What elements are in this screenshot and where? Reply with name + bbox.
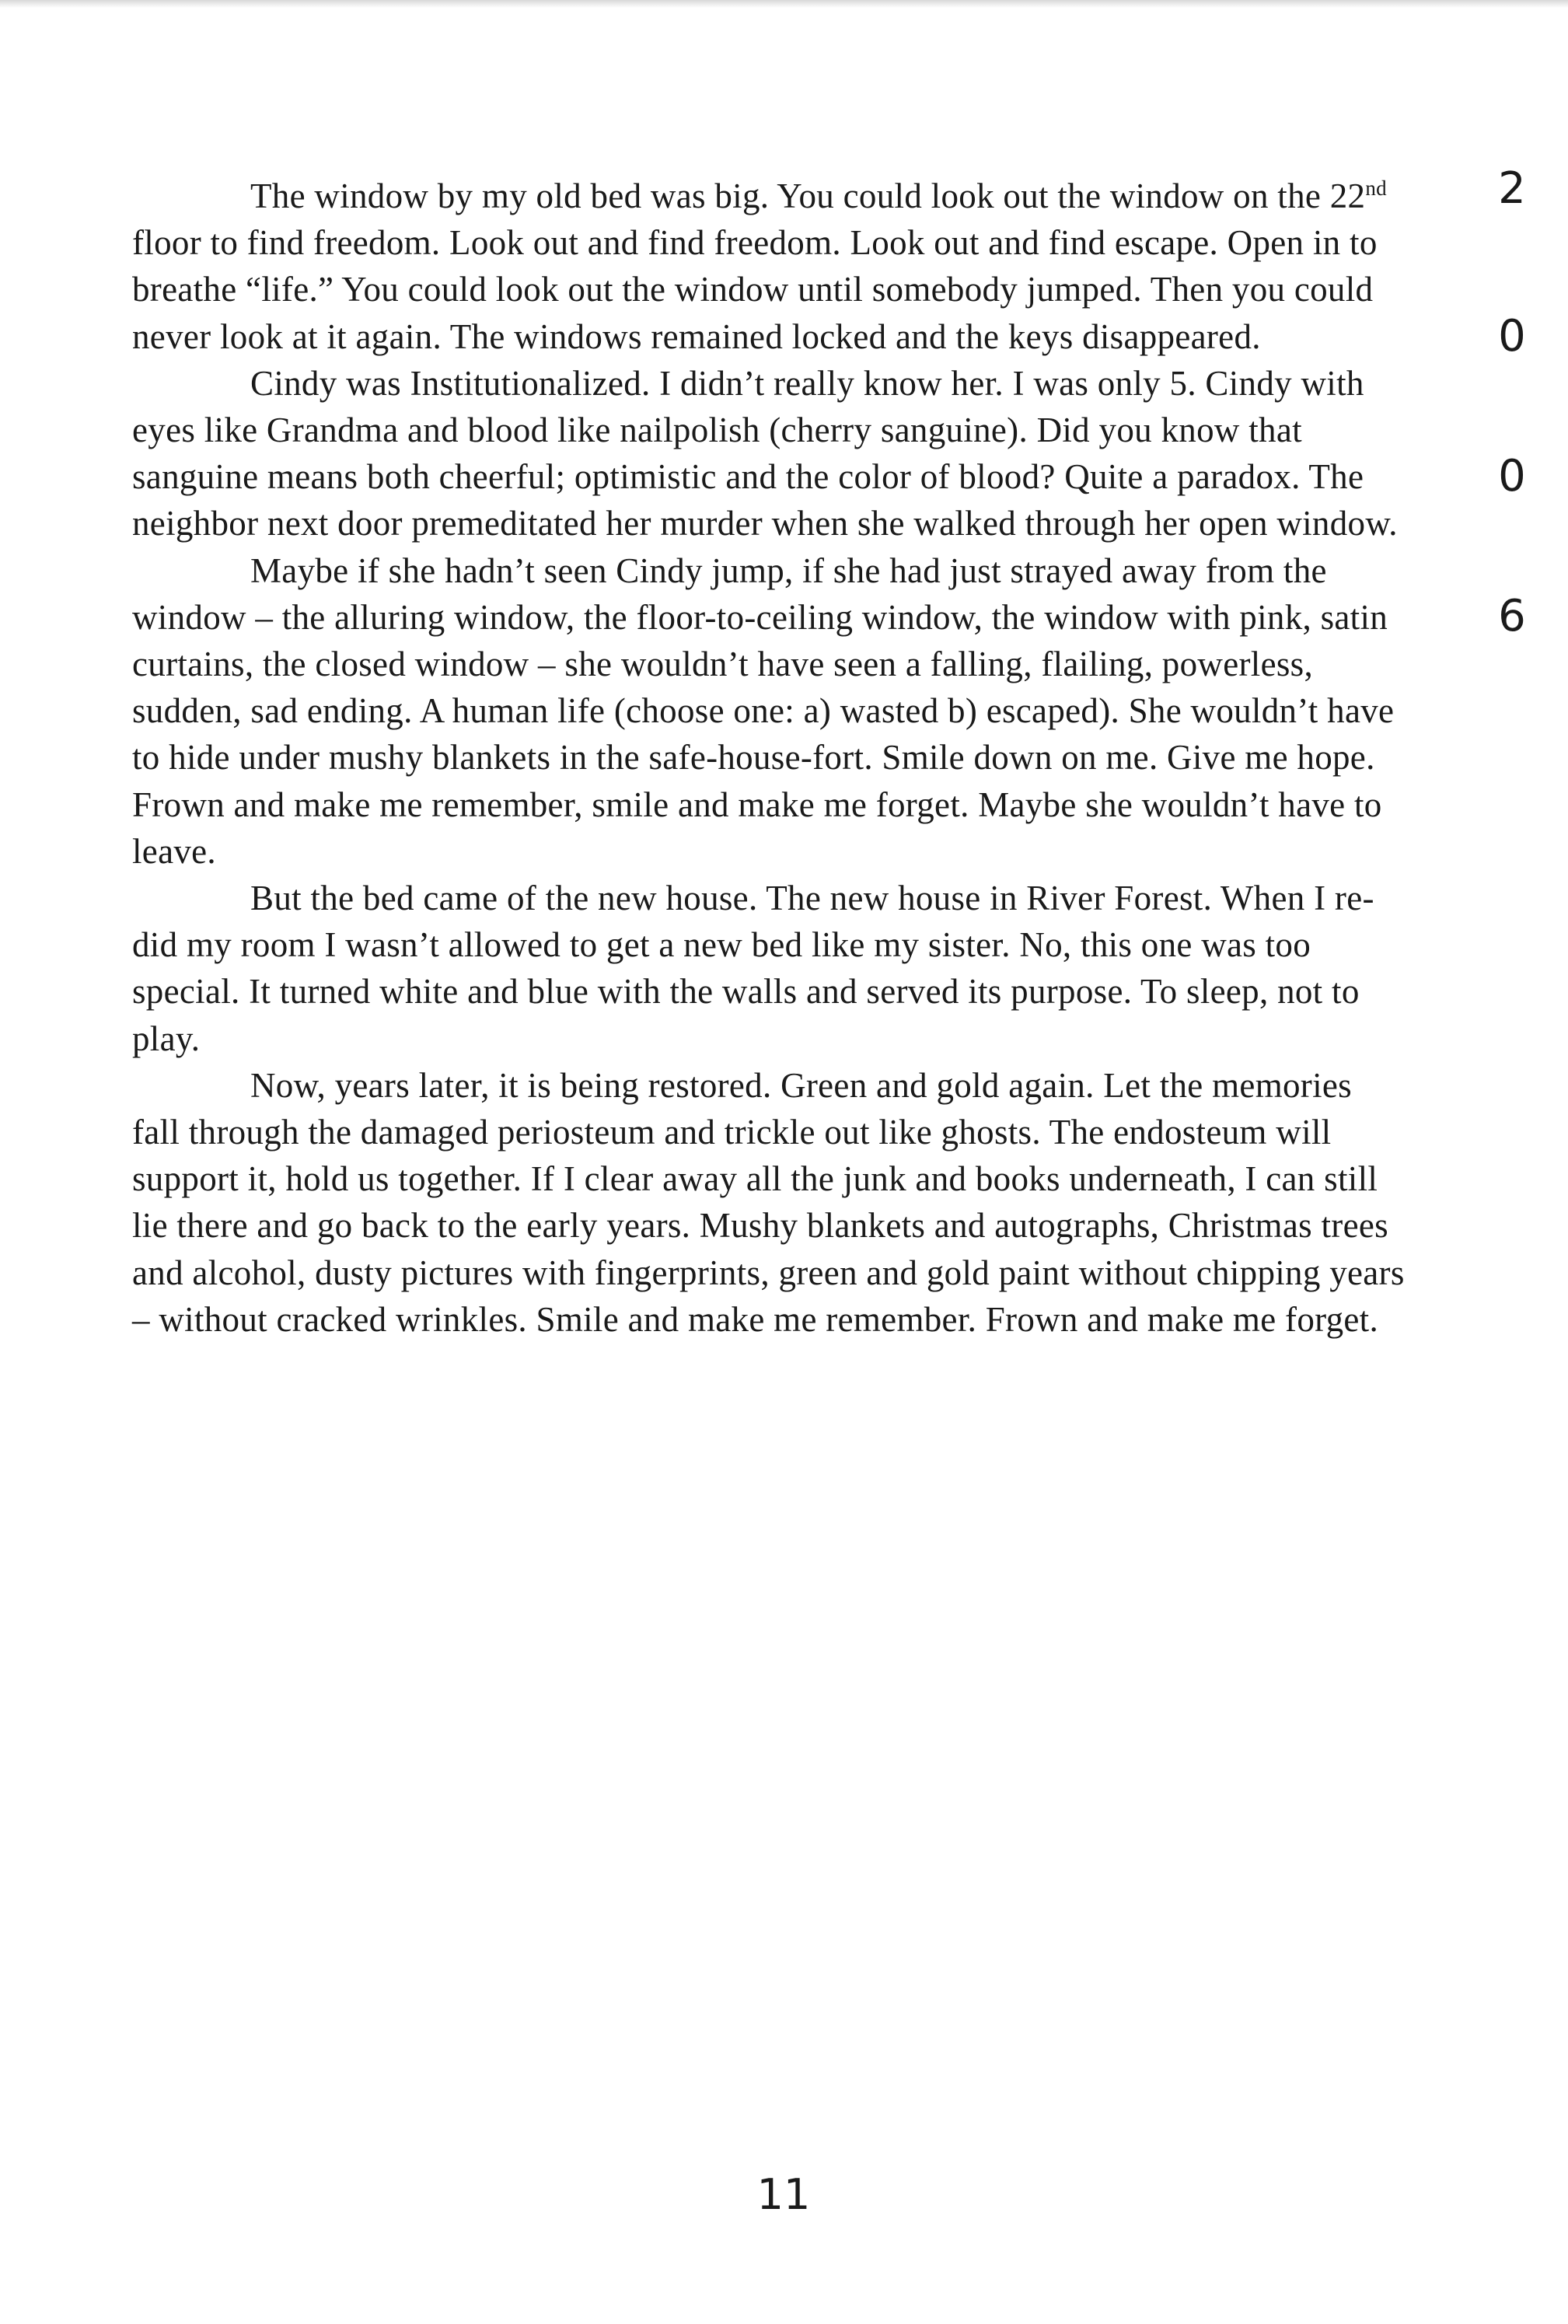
page-number: 11 (756, 2170, 811, 2219)
ordinal-superscript: nd (1365, 176, 1387, 200)
paragraph-1-text-b: floor to find freedom. Look out and find freedom. Look out and find escape. Open in to breathe “life.” You could look out the window until somebody jumped. Then you could never look at it again. The windows remained locked and the keys disappeared. (132, 223, 1378, 356)
year-digit-2: 0 (1498, 311, 1526, 362)
paragraph-4: But the bed came of the new house. The new house in River Forest. When I re-did my room I wasn’t allowed to get a new bed like my sister. No, this one was too special. It turned white and blue with the walls and served its purpose. To sleep, not to play. (132, 879, 1374, 1058)
paragraph-1 (132, 173, 1407, 360)
paragraph-2: Cindy was Institutionalized. I didn’t really know her. I was only 5. Cindy with eyes like Grandma and blood like nailpolish (cherry sanguine). Did you know that sanguine means both cheerful; optimistic and the color of blood? Quite a paradox. The neighbor next door premeditated her murder when she walked through her open window. (132, 363, 1398, 543)
year-digit-1: 2 (1498, 163, 1526, 214)
year-digit-3: 0 (1498, 451, 1526, 501)
paragraph-1-text-a: The window by my old bed was big. You could look out the window on the 22 (250, 176, 1366, 215)
year-digit-4: 6 (1498, 591, 1526, 641)
essay-body (132, 173, 1407, 1343)
paragraph-5: Now, years later, it is being restored. Green and gold again. Let the memories fall through the damaged periosteum and trickle out like ghosts. The endosteum will support it, hold us together. If I clear away all the junk and books underneath, I can still lie there and go back to the early years. Mushy blankets and autographs, Christmas trees and alcohol, dusty pictures with fingerprints, green and gold paint without chipping years – without cracked wrinkles. Smile and make me remember. Frown and make me forget. (132, 1065, 1405, 1339)
paragraph-3: Maybe if she hadn’t seen Cindy jump, if she had just strayed away from the window – the alluring window, the floor-to-ceiling window, the window with pink, satin curtains, the closed window – she wouldn’t have seen a falling, flailing, powerless, sudden, sad ending. A human life (choose one: a) wasted b) escaped). She wouldn’t have to hide under mushy blankets in the safe-house-fort. Smile down on me. Give me hope. Frown and make me remember, smile and make me forget. Maybe she wouldn’t have to leave. (132, 550, 1395, 871)
